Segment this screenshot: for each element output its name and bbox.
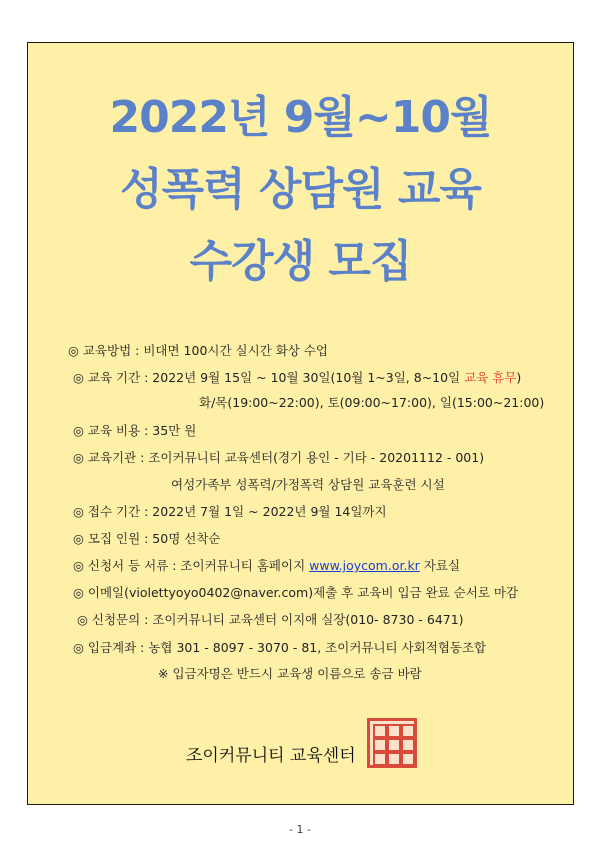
organization-name: 조이커뮤니티 교육센터 xyxy=(186,746,356,766)
note-line: ※ 입금자명은 반드시 교육생 이름으로 송금 바람 xyxy=(158,666,422,681)
title-line-1: 2022년 9월~10월 xyxy=(109,92,492,143)
recruit-line: ◎ 모집 인원 : 50명 선착순 xyxy=(73,531,221,546)
period-line xyxy=(73,368,521,386)
title-line-2: 성폭력 상담원 교육 xyxy=(120,164,481,215)
title-line-3: 수강생 모집 xyxy=(189,236,412,287)
institution-line: ◎ 교육기관 : 조이커뮤니티 교육센터(경기 용인 - 기타 - 20201112 - 001) xyxy=(73,450,485,465)
period-suffix: ) xyxy=(516,370,522,385)
homepage-link[interactable]: www.joycom.or.kr xyxy=(309,558,420,573)
method-line: ◎ 교육방법 : 비대면 100시간 실시간 화상 수업 xyxy=(68,343,328,358)
account-line: ◎ 입금계좌 : 농협 301 - 8097 - 3070 - 81, 조이커뮤니티 사회적협동조합 xyxy=(73,640,487,655)
reception-line: ◎ 접수 기간 : 2022년 7월 1일 ~ 2022년 9월 14일까지 xyxy=(73,504,387,519)
poster xyxy=(27,42,574,805)
page-number: - 1 - xyxy=(289,823,311,836)
schedule-line: 화/목(19:00~22:00), 토(09:00~17:00), 일(15:00~21:00) xyxy=(199,395,545,410)
period-break-highlight: 교육 휴무 xyxy=(464,370,517,385)
docs-suffix: 자료실 xyxy=(419,558,461,573)
docs-line xyxy=(73,556,460,574)
docs-text: ◎ 신청서 등 서류 : 조이커뮤니티 홈페이지 xyxy=(73,558,310,573)
inquiry-line: ◎ 신청문의 : 조이커뮤니티 교육센터 이지애 실장(010- 8730 - 6471) xyxy=(77,612,464,627)
seal-stamp xyxy=(367,718,417,768)
institution-note: 여성가족부 성폭력/가정폭력 상담원 교육훈련 시설 xyxy=(171,477,445,492)
email-line: ◎ 이메일(violettyoyo0402@naver.com)제출 후 교육비 입금 완료 순서로 마감 xyxy=(73,585,519,600)
cost-line: ◎ 교육 비용 : 35만 원 xyxy=(73,423,197,438)
period-text: ◎ 교육 기간 : 2022년 9월 15일 ~ 10월 30일(10월 1~3일, 8~10일 xyxy=(73,370,465,385)
